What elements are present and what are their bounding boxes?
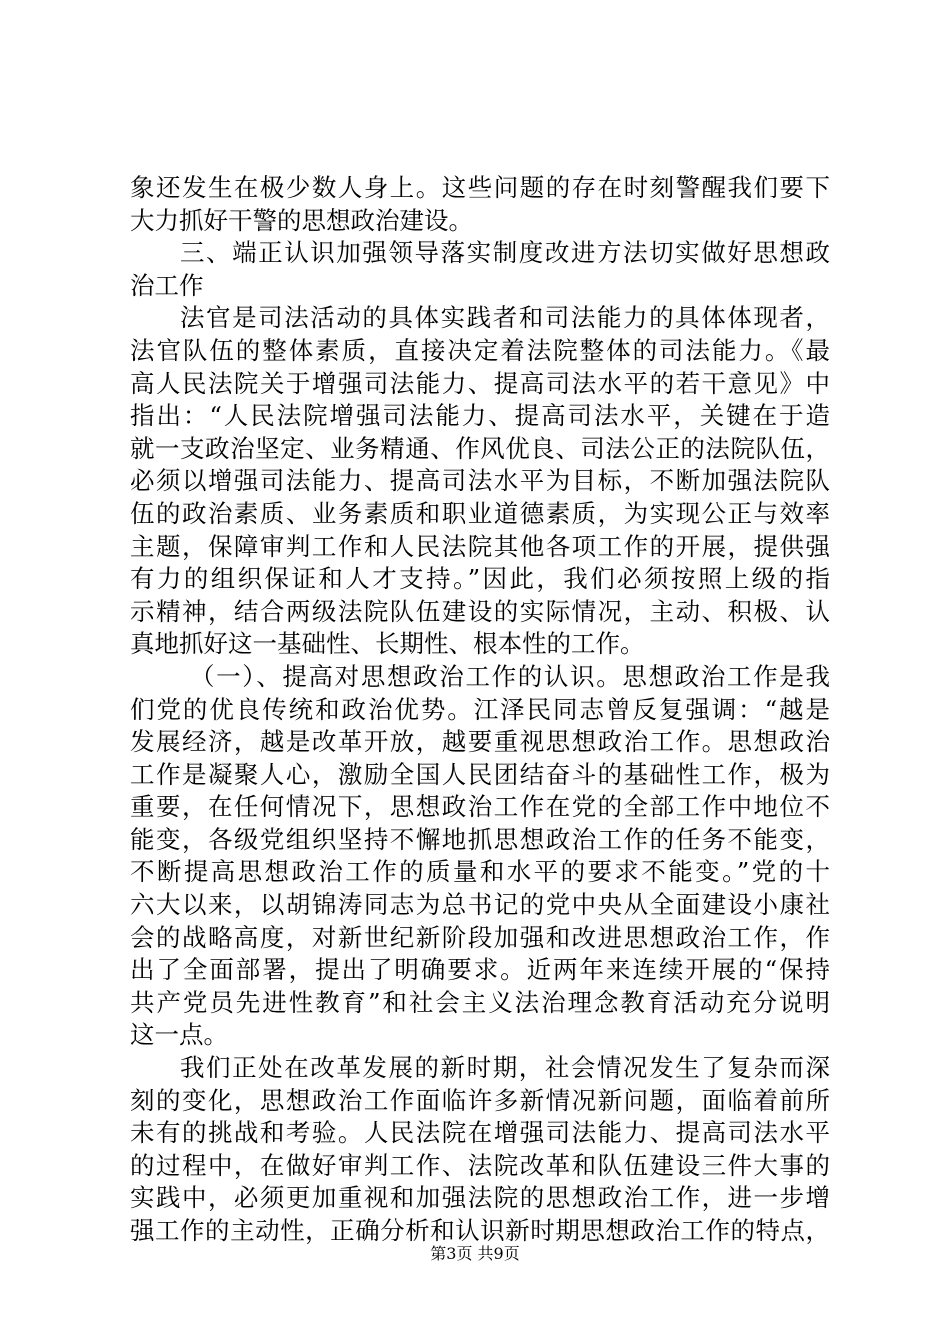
text-line: 实践中，必须更加重视和加强法院的思想政治工作，进一步增 (130, 1183, 830, 1213)
text-line: （一）、提高对思想政治工作的认识。思想政治工作是我 (190, 661, 830, 691)
text-line: 有力的组织保证和人才支持。”因此，我们必须按照上级的指 (130, 564, 830, 594)
text-line: 会的战略高度，对新世纪新阶段加强和改进思想政治工作，作 (130, 922, 830, 952)
text-line: 指出：“人民法院增强司法能力、提高司法水平，关键在于造 (130, 401, 830, 431)
text-line: 能变，各级党组织坚持不懈地抓思想政治工作的任务不能变， (130, 824, 830, 854)
text-line: 示精神，结合两级法院队伍建设的实际情况，主动、积极、认 (130, 596, 830, 626)
text-line: 出了全面部署，提出了明确要求。近两年来连续开展的“保持 (130, 955, 830, 985)
section-heading: 治工作 (130, 270, 204, 300)
text-line: 六大以来，以胡锦涛同志为总书记的党中央从全面建设小康社 (130, 890, 830, 920)
text-line: 伍的政治素质、业务素质和职业道德素质，为实现公正与效率 (130, 498, 830, 528)
text-line: 的过程中，在做好审判工作、法院改革和队伍建设三件大事的 (130, 1150, 830, 1180)
text-line: 发展经济，越是改革开放，越要重视思想政治工作。思想政治 (130, 727, 830, 757)
text-line: 主题，保障审判工作和人民法院其他各项工作的开展，提供强 (130, 531, 830, 561)
text-line: 刻的变化，思想政治工作面临许多新情况新问题，面临着前所 (130, 1085, 830, 1115)
text-line: 未有的挑战和考验。人民法院在增强司法能力、提高司法水平 (130, 1118, 830, 1148)
text-line: 必须以增强司法能力、提高司法水平为目标，不断加强法院队 (130, 466, 830, 496)
text-line: 就一支政治坚定、业务精通、作风优良、司法公正的法院队伍， (130, 433, 830, 463)
text-line: 共产党员先进性教育”和社会主义法治理念教育活动充分说明 (130, 987, 830, 1017)
section-heading: 三、端正认识加强领导落实制度改进方法切实做好思想政 (180, 238, 830, 268)
text-line: 大力抓好干警的思想政治建设。 (130, 205, 473, 235)
text-line: 象还发生在极少数人身上。这些问题的存在时刻警醒我们要下 (130, 173, 830, 202)
page-number-footer: 第3页 共9页 (430, 1244, 520, 1263)
text-line: 强工作的主动性，正确分析和认识新时期思想政治工作的特点， (130, 1216, 830, 1245)
text-line: 法官是司法活动的具体实践者和司法能力的具体体现者， (180, 303, 830, 333)
text-line: 我们正处在改革发展的新时期，社会情况发生了复杂而深 (180, 1053, 830, 1083)
text-line: 重要，在任何情况下，思想政治工作在党的全部工作中地位不 (130, 792, 830, 822)
text-line: 法官队伍的整体素质，直接决定着法院整体的司法能力。《最 (130, 335, 830, 365)
document-body (130, 172, 830, 1248)
text-line: 真地抓好这一基础性、长期性、根本性的工作。 (130, 629, 645, 659)
text-line: 工作是凝聚人心，激励全国人民团结奋斗的基础性工作，极为 (130, 759, 830, 789)
text-line: 高人民法院关于增强司法能力、提高司法水平的若干意见》中 (130, 368, 830, 398)
text-line: 不断提高思想政治工作的质量和水平的要求不能变。”党的十 (130, 857, 830, 887)
text-line: 们党的优良传统和政治优势。江泽民同志曾反复强调：“越是 (130, 694, 830, 724)
text-line: 这一点。 (130, 1020, 228, 1050)
